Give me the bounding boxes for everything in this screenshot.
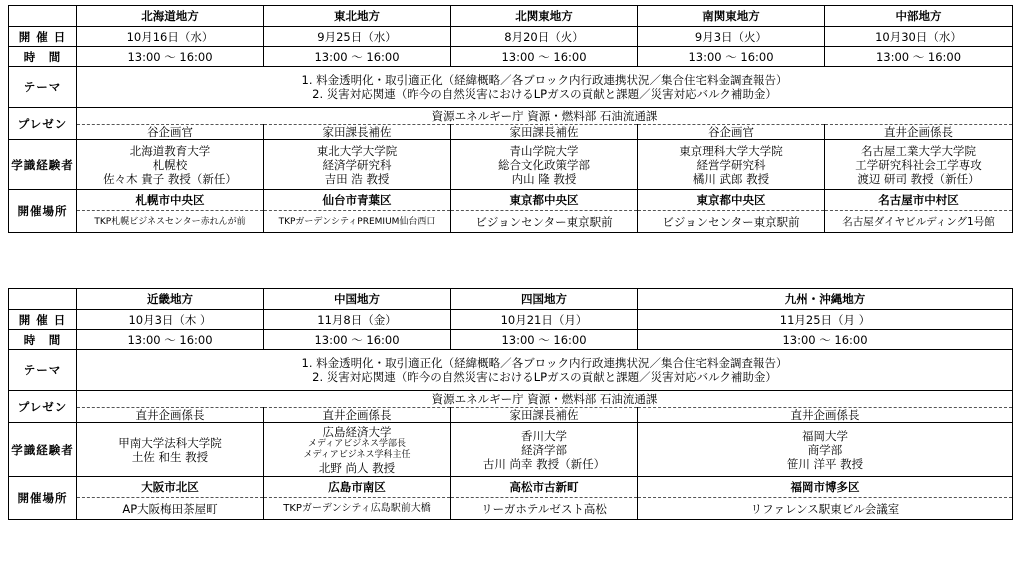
expert-line: 札幌校 <box>152 157 188 172</box>
presenter-cell: 谷企画官 <box>77 125 264 140</box>
theme-cell <box>77 350 1013 391</box>
expert-line: 経済学部 <box>521 442 567 457</box>
presenter-cell: 家田課長補佐 <box>451 408 638 423</box>
region-header: 東北地方 <box>264 6 451 27</box>
time-cell: 13:00 ～ 16:00 <box>638 330 1013 350</box>
venue-place: ビジョンセンター東京駅前 <box>638 211 825 233</box>
time-cell: 13:00 ～ 16:00 <box>825 47 1013 67</box>
time-cell: 13:00 ～ 16:00 <box>77 47 264 67</box>
region-header: 北関東地方 <box>451 6 638 27</box>
time-cell: 13:00 ～ 16:00 <box>264 47 451 67</box>
venue-city: 東京都中央区 <box>638 190 825 211</box>
schedule-table-1 <box>8 5 1013 233</box>
date-cell: 8月20日（火） <box>451 27 638 47</box>
presenter-cell: 直井企画係長 <box>825 125 1013 140</box>
theme-cell <box>77 67 1013 108</box>
expert-cell <box>451 140 638 190</box>
venue-city: 高松市古新町 <box>451 477 638 498</box>
expert-line: 香川大学 <box>521 428 567 443</box>
row-label-expert: 学識経験者 <box>9 423 77 477</box>
expert-line: 経済学研究科 <box>322 157 392 172</box>
theme-line-1: 1. 料金透明化・取引適正化（経緯概略／各ブロック内行政連携状況／集合住宅料金調査報告） <box>301 73 788 87</box>
date-cell: 10月3日（木 ） <box>77 310 264 330</box>
expert-line: メディアビジネス学科主任 <box>303 449 411 460</box>
presenter-org: 資源エネルギー庁 資源・燃料部 石油流通課 <box>77 108 1013 125</box>
row-label-venue: 開催場所 <box>9 477 77 520</box>
expert-line: 古川 尚幸 教授（新任） <box>482 456 606 471</box>
expert-line: 甲南大学法科大学院 <box>118 435 222 450</box>
venue-place: TKPガーデンシティPREMIUM仙台西口 <box>264 211 451 233</box>
expert-cell <box>77 423 264 477</box>
presenter-cell: 直井企画係長 <box>264 408 451 423</box>
region-header: 中国地方 <box>264 289 451 310</box>
presenter-cell: 家田課長補佐 <box>451 125 638 140</box>
expert-cell <box>825 140 1013 190</box>
region-header: 四国地方 <box>451 289 638 310</box>
row-label-venue: 開催場所 <box>9 190 77 233</box>
venue-city: 大阪市北区 <box>77 477 264 498</box>
expert-line: 名古屋工業大学大学院 <box>861 143 976 158</box>
expert-line: メディアビジネス学部長 <box>307 438 406 449</box>
venue-place: リファレンス駅東ビル会議室 <box>638 498 1013 520</box>
presenter-cell: 家田課長補佐 <box>264 125 451 140</box>
row-label-theme: テーマ <box>9 67 77 108</box>
expert-line: 橘川 武郎 教授 <box>692 171 770 186</box>
venue-place: リーガホテルゼスト高松 <box>451 498 638 520</box>
row-label-date: 開 催 日 <box>9 310 77 330</box>
expert-line: 東京理科大学大学院 <box>679 143 783 158</box>
expert-line: 北海道教育大学 <box>129 143 211 158</box>
venue-city: 名古屋市中村区 <box>825 190 1013 211</box>
expert-line: 笹川 洋平 教授 <box>786 456 864 471</box>
expert-line: 佐々木 貴子 教授（新任） <box>103 171 237 186</box>
corner-cell <box>9 289 77 310</box>
theme-line-2: 2. 災害対応関連（昨今の自然災害におけるLPガスの貢献と課題／災害対応バルク補助金） <box>312 87 777 101</box>
row-label-presentation: プレゼン <box>9 391 77 423</box>
row-label-expert: 学識経験者 <box>9 140 77 190</box>
time-cell: 13:00 ～ 16:00 <box>77 330 264 350</box>
time-cell: 13:00 ～ 16:00 <box>451 47 638 67</box>
presenter-cell: 谷企画官 <box>638 125 825 140</box>
venue-city: 仙台市青葉区 <box>264 190 451 211</box>
expert-cell <box>264 140 451 190</box>
venue-place: TKPガーデンシティ広島駅前大橋 <box>264 498 451 520</box>
expert-line: 総合文化政策学部 <box>498 157 590 172</box>
row-label-presentation: プレゼン <box>9 108 77 140</box>
presenter-cell: 直井企画係長 <box>77 408 264 423</box>
time-cell: 13:00 ～ 16:00 <box>264 330 451 350</box>
expert-line: 吉田 浩 教授 <box>324 171 390 186</box>
expert-line: 広島経済大学 <box>322 424 392 439</box>
corner-cell <box>9 6 77 27</box>
region-header: 近畿地方 <box>77 289 264 310</box>
region-header: 南関東地方 <box>638 6 825 27</box>
venue-place: ビジョンセンター東京駅前 <box>451 211 638 233</box>
expert-line: 東北大学大学院 <box>316 143 398 158</box>
theme-line-2: 2. 災害対応関連（昨今の自然災害におけるLPガスの貢献と課題／災害対応バルク補助金） <box>312 370 777 384</box>
venue-place: TKP札幌ビジネスセンター赤れんが前 <box>77 211 264 233</box>
row-label-theme: テーマ <box>9 350 77 391</box>
venue-city: 東京都中央区 <box>451 190 638 211</box>
expert-line: 北野 尚人 教授 <box>318 460 396 475</box>
date-cell: 9月3日（火） <box>638 27 825 47</box>
expert-line: 商学部 <box>807 442 843 457</box>
expert-cell <box>264 423 451 477</box>
row-label-date: 開 催 日 <box>9 27 77 47</box>
expert-cell <box>638 140 825 190</box>
date-cell: 11月25日（月 ） <box>638 310 1013 330</box>
venue-place: AP大阪梅田茶屋町 <box>77 498 264 520</box>
date-cell: 9月25日（水） <box>264 27 451 47</box>
expert-cell <box>77 140 264 190</box>
region-header: 九州・沖縄地方 <box>638 289 1013 310</box>
venue-place: 名古屋ダイヤビルディング1号館 <box>825 211 1013 233</box>
expert-line: 福岡大学 <box>802 428 848 443</box>
date-cell: 10月30日（水） <box>825 27 1013 47</box>
region-header: 中部地方 <box>825 6 1013 27</box>
venue-city: 広島市南区 <box>264 477 451 498</box>
expert-line: 渡辺 研司 教授（新任） <box>857 171 980 186</box>
expert-line: 土佐 和生 教授 <box>131 449 209 464</box>
expert-line: 工学研究科社会工学専攻 <box>855 157 982 172</box>
date-cell: 10月21日（月） <box>451 310 638 330</box>
presenter-org: 資源エネルギー庁 資源・燃料部 石油流通課 <box>77 391 1013 408</box>
time-cell: 13:00 ～ 16:00 <box>638 47 825 67</box>
row-label-time: 時 間 <box>9 330 77 350</box>
date-cell: 10月16日（水） <box>77 27 264 47</box>
expert-cell <box>451 423 638 477</box>
expert-cell <box>638 423 1013 477</box>
venue-city: 福岡市博多区 <box>638 477 1013 498</box>
time-cell: 13:00 ～ 16:00 <box>451 330 638 350</box>
expert-line: 内山 隆 教授 <box>511 171 577 186</box>
presenter-cell: 直井企画係長 <box>638 408 1013 423</box>
date-cell: 11月8日（金） <box>264 310 451 330</box>
theme-line-1: 1. 料金透明化・取引適正化（経緯概略／各ブロック内行政連携状況／集合住宅料金調査報告） <box>301 356 788 370</box>
venue-city: 札幌市中央区 <box>77 190 264 211</box>
expert-line: 経営学研究科 <box>696 157 766 172</box>
region-header: 北海道地方 <box>77 6 264 27</box>
schedule-table-2 <box>8 288 1013 520</box>
expert-line: 青山学院大学 <box>509 143 579 158</box>
row-label-time: 時 間 <box>9 47 77 67</box>
